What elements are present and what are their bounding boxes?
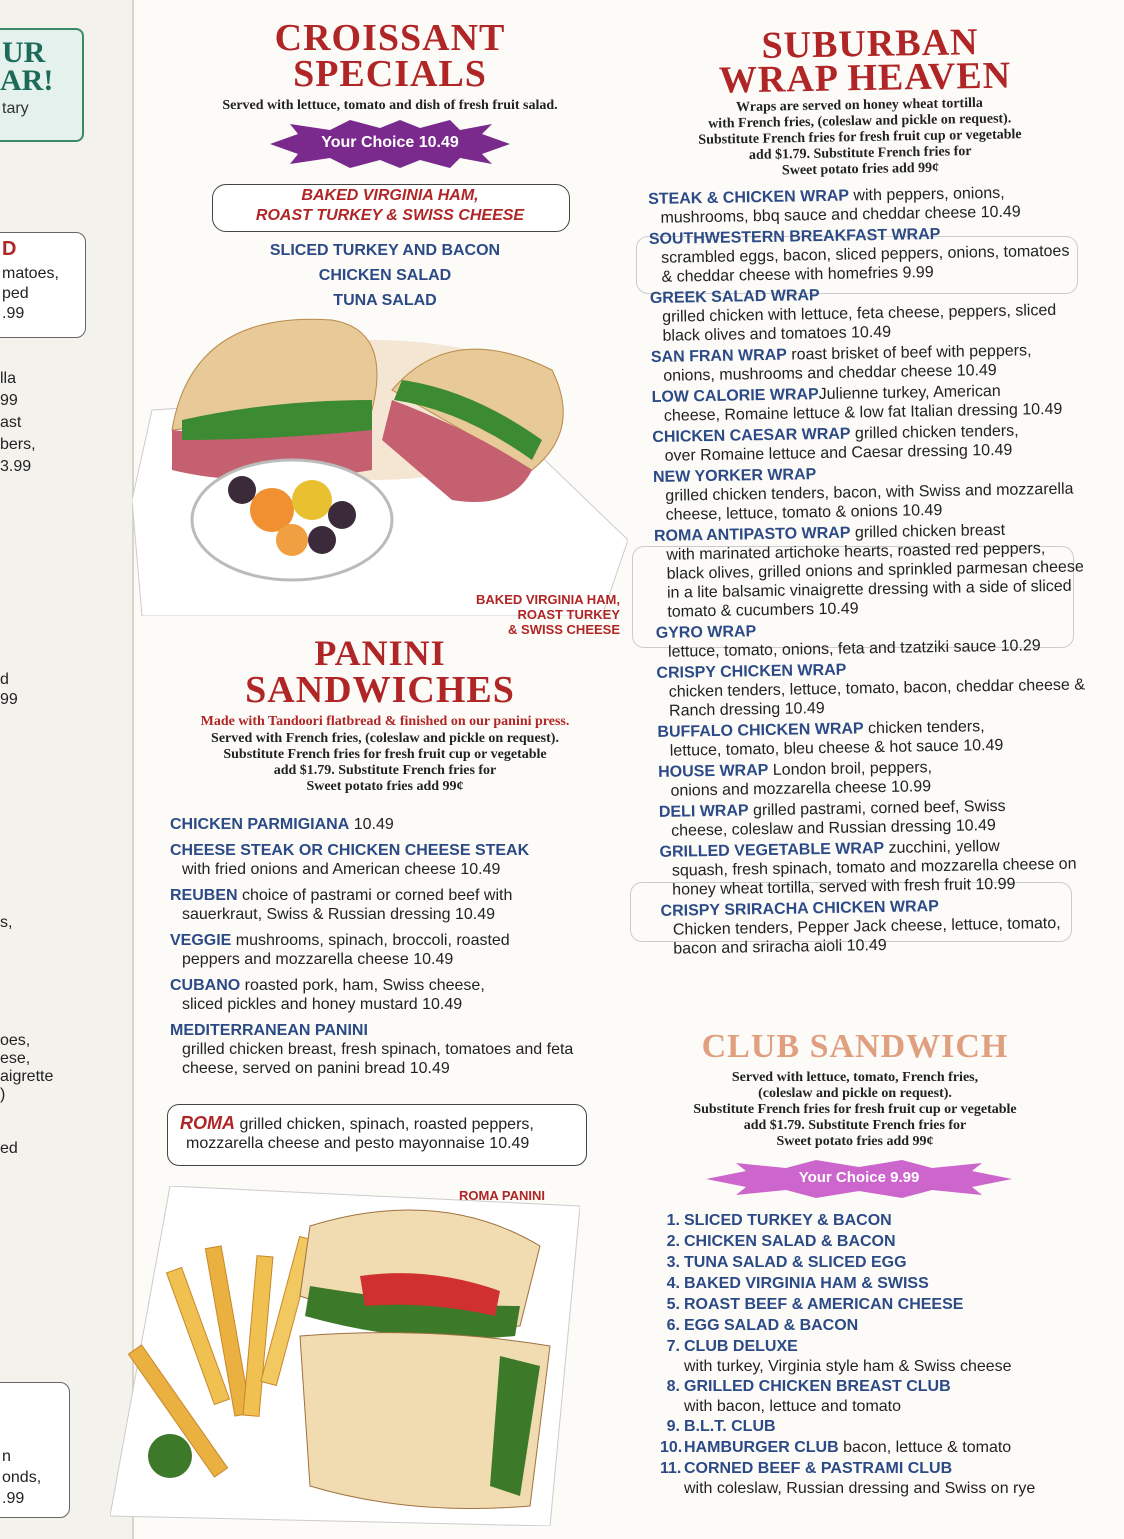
left-fragment: matoes, [2, 265, 59, 282]
club-item-number: 3. [666, 1254, 680, 1271]
croissant-title-1: CROISSANT [274, 17, 506, 59]
club-item-number: 5. [666, 1296, 680, 1313]
club-intro-line: Served with lettuce, tomato, French fries, [731, 1070, 979, 1085]
item-desc: Chicken tenders, Pepper Jack cheese, lettuce, tomato, bacon and sriracha aioli 10.49 [672, 914, 1061, 958]
item-name: CHEESE STEAK OR CHICKEN CHEESE STEAK [170, 842, 530, 859]
left-fragment: n [2, 1448, 11, 1465]
club-item-name: CLUB DELUXE [684, 1338, 798, 1355]
left-fragment: onds, [2, 1469, 42, 1486]
caption-line: & SWISS CHEESE [508, 622, 620, 637]
wrap-item [648, 182, 1079, 227]
wrap-item [659, 835, 1090, 899]
club-item-number: 10. [660, 1439, 683, 1456]
croissant-item: TUNA SALAD [333, 292, 437, 309]
club-item-number: 8. [666, 1378, 680, 1395]
left-fragment: 99 [0, 392, 18, 409]
club-badge-label: Your Choice 9.99 [798, 1169, 920, 1186]
club-item-number: 9. [666, 1418, 680, 1435]
panini-notes [160, 731, 610, 795]
wrap-intro-line: Wraps are served on honey wheat tortilla [735, 95, 983, 116]
item-desc: lettuce, tomato, onions, feta and tzatziki sauce 10.29 [667, 637, 1041, 661]
club-item-name: CHICKEN SALAD & BACON [684, 1233, 896, 1250]
club-intro-line: Sweet potato fries add 99¢ [776, 1134, 934, 1149]
item-desc: choice of pastrami or corned beef with [237, 887, 513, 904]
panini-item-line1 [170, 815, 590, 834]
club-item [660, 1210, 1090, 1231]
left-fragment: .99 [2, 1490, 25, 1507]
club-intro-line: add $1.79. Substitute French fries for [743, 1118, 967, 1133]
wrap-item [658, 755, 1089, 800]
item-name: BUFFALO CHICKEN WRAP [657, 720, 864, 741]
item-desc: scrambled eggs, bacon, sliced peppers, onions, tomatoes & cheddar cheese with homefries 9.99 [661, 242, 1070, 286]
club-item-number: 2. [666, 1233, 680, 1250]
item-desc: lettuce, tomato, bleu cheese & hot sauce 10.49 [669, 736, 1004, 760]
wrap-intro [639, 94, 1080, 182]
item-name: LOW CALORIE WRAP [651, 386, 819, 406]
item-name: SOUTHWESTERN BREAKFAST WRAP [648, 225, 941, 248]
item-desc: London broil, peppers, [768, 759, 933, 779]
club-item-name: EGG SALAD & BACON [684, 1317, 859, 1334]
roma-panini-photo [110, 1186, 580, 1526]
item-desc: cheese, Romaine lettuce & low fat Italian dressing 10.49 [663, 400, 1063, 425]
club-item-name: BAKED VIRGINIA HAM & SWISS [684, 1275, 929, 1292]
panini-note-line: Sweet potato fries add 99¢ [306, 779, 464, 794]
club-item-name: B.L.T. CLUB [684, 1418, 776, 1435]
club-item [660, 1273, 1090, 1294]
item-name: SAN FRAN WRAP [650, 346, 788, 366]
item-desc: sliced pickles and honey mustard 10.49 [182, 996, 463, 1013]
croissant-photo [132, 290, 628, 616]
panini-item-line1 [170, 886, 590, 905]
item-desc: Julienne turkey, American [818, 382, 1001, 404]
wrap-intro-line: Substitute French fries for fresh fruit cup or vegetable [698, 127, 1022, 148]
item-desc: over Romaine lettuce and Caesar dressing 10.49 [664, 441, 1013, 465]
item-name: MEDITERRANEAN PANINI [170, 1022, 368, 1039]
left-fragment: lla [0, 370, 17, 387]
club-item-name: CORNED BEEF & PASTRAMI CLUB [684, 1460, 953, 1477]
club-item-desc: with coleslaw, Russian dressing and Swiss on rye [684, 1480, 1036, 1497]
left-fragments-b [0, 670, 18, 710]
croissant-subtitle: Served with lettuce, tomato and dish of fresh fruit salad. [222, 98, 558, 113]
wrap-item [656, 616, 1087, 661]
left-fragment: ped [2, 285, 29, 302]
left-box-2-text [2, 1446, 41, 1509]
panini-item [170, 841, 590, 879]
left-fragment: oes, [0, 1032, 31, 1049]
item-desc: with fried onions and American cheese 10.49 [182, 861, 501, 878]
left-fragment: ed [0, 1140, 18, 1157]
item-desc: grilled chicken with lettuce, feta cheese, peppers, sliced black olives and tomatoes 10.49 [662, 301, 1057, 345]
item-desc: grilled chicken tenders, [850, 422, 1019, 443]
roma-panini-caption: ROMA PANINI [459, 1188, 545, 1203]
wrap-item [649, 222, 1080, 286]
left-fragments-d [0, 1032, 53, 1104]
croissant-item: SLICED TURKEY AND BACON [269, 242, 501, 259]
left-fragment: aigrette [0, 1068, 54, 1085]
left-fragment: ese, [0, 1050, 31, 1067]
item-name: CUBANO [170, 977, 241, 994]
left-banner-line1: UR [2, 36, 46, 69]
club-item-name: TUNA SALAD & SLICED EGG [684, 1254, 907, 1271]
club-intro [640, 1070, 1070, 1150]
wrap-item [650, 281, 1081, 345]
item-desc: mushrooms, spinach, broccoli, roasted [231, 932, 510, 949]
item-desc: sauerkraut, Swiss & Russian dressing 10.49 [182, 906, 496, 923]
item-desc: squash, fresh spinach, tomato and mozzarella cheese on honey wheat tortilla, served with fresh fruit 10.99 [671, 855, 1077, 899]
panini-item-line1 [170, 976, 590, 995]
left-fragments-e [0, 1140, 18, 1158]
panini-item [170, 886, 590, 924]
left-fragment: d [0, 671, 9, 688]
club-item-desc: with turkey, Virginia style ham & Swiss cheese [684, 1358, 1012, 1375]
wrap-intro-line: Sweet potato fries add 99¢ [781, 160, 940, 179]
croissant-badge-label: Your Choice 10.49 [321, 134, 459, 151]
wrap-item [656, 656, 1087, 720]
panini-item [170, 815, 590, 834]
panini-note-line: Substitute French fries for fresh fruit cup or vegetable [223, 747, 547, 762]
item-name: NEW YORKER WRAP [652, 466, 817, 486]
croissant-item: CHICKEN SALAD [318, 267, 452, 284]
wrap-item [654, 519, 1086, 621]
club-item-name: HAMBURGER CLUB [684, 1439, 839, 1456]
panini-item [170, 1021, 590, 1078]
panini-note-line: Served with French fries, (coleslaw and pickle on request). [211, 731, 559, 746]
panini-title-2: SANDWICHES [245, 669, 515, 711]
club-item-number: 1. [666, 1212, 680, 1229]
item-desc: with marinated artichoke hearts, roasted red peppers, black olives, grilled onions and sprinkled parmesan cheese in a lite balsamic vinaigrette dressing with a side of sliced tomato & cucumbers 10.49 [666, 540, 1084, 621]
club-item-name: SLICED TURKEY & BACON [684, 1212, 892, 1229]
club-item-name: ROAST BEEF & AMERICAN CHEESE [684, 1296, 964, 1313]
croissant-photo-caption [430, 592, 620, 637]
club-item-name: GRILLED CHICKEN BREAST CLUB [684, 1378, 951, 1395]
roma-name: ROMA [180, 1113, 235, 1133]
club-item-number: 4. [666, 1275, 680, 1292]
panini-note-red: Made with Tandoori flatbread & finished on our panini press. [200, 714, 570, 729]
club-item [660, 1416, 1090, 1437]
wrap-intro-line: add $1.79. Substitute French fries for [748, 144, 972, 163]
item-name: CRISPY SRIRACHA CHICKEN WRAP [660, 898, 939, 920]
item-desc: onions and mozzarella cheese 10.99 [670, 778, 932, 800]
item-desc: 10.49 [349, 816, 394, 833]
item-desc: chicken tenders, [863, 718, 985, 738]
wrap-item [659, 795, 1090, 840]
roma-line2: mozzarella cheese and pesto mayonnaise 10.49 [186, 1135, 530, 1152]
roma-desc1: grilled chicken, spinach, roasted peppers, [235, 1116, 534, 1133]
club-item-number: 6. [666, 1317, 680, 1334]
panini-note-line: add $1.79. Substitute French fries for [273, 763, 497, 778]
club-item [660, 1376, 1090, 1397]
club-item-desc: with bacon, lettuce and tomato [684, 1398, 902, 1415]
item-desc: chicken tenders, lettuce, tomato, bacon, cheddar cheese & Ranch dressing 10.49 [668, 676, 1086, 720]
item-desc: grilled pastrami, corned beef, Swiss [748, 797, 1006, 820]
left-box-1-title: D [2, 238, 17, 260]
club-item [660, 1458, 1090, 1479]
left-fragment: 99 [0, 691, 18, 708]
item-name: ROMA ANTIPASTO WRAP [653, 524, 851, 545]
item-desc: grilled chicken tenders, bacon, with Swiss and mozzarella cheese, lettuce, tomato & onions 10.49 [665, 480, 1074, 524]
item-name: VEGGIE [170, 932, 232, 949]
item-name: CHICKEN CAESAR WRAP [652, 425, 851, 446]
wrap-title-2: WRAP HEAVEN [718, 54, 1012, 102]
panini-item-line1 [170, 1021, 590, 1040]
item-desc: onions, mushrooms and cheddar cheese 10.49 [663, 361, 997, 385]
item-name: GYRO WRAP [655, 623, 757, 642]
club-item-number: 11. [660, 1460, 682, 1477]
club-intro-line: (coleslaw and pickle on request). [758, 1086, 952, 1101]
item-name: GREEK SALAD WRAP [649, 287, 820, 307]
roma-line1 [180, 1114, 534, 1134]
caption-line: BAKED VIRGINIA HAM, [476, 592, 620, 607]
wrap-item [651, 340, 1082, 385]
left-fragment: ast [0, 414, 22, 431]
item-name: CHICKEN PARMIGIANA [170, 816, 350, 833]
item-desc: peppers and mozzarella cheese 10.49 [182, 951, 454, 968]
item-name: CRISPY CHICKEN WRAP [656, 661, 847, 682]
club-title: CLUB SANDWICH [701, 1028, 1009, 1065]
left-fragment: 3.99 [0, 458, 32, 475]
wrap-title-1: SUBURBAN [761, 21, 979, 67]
croissant-boxed-line2: ROAST TURKEY & SWISS CHEESE [255, 207, 525, 224]
left-fragment: .99 [2, 305, 25, 322]
left-banner-line3: tary [2, 100, 29, 117]
item-name: HOUSE WRAP [658, 761, 769, 781]
item-name: GRILLED VEGETABLE WRAP [659, 839, 885, 861]
club-intro-line: Substitute French fries for fresh fruit cup or vegetable [693, 1102, 1017, 1117]
wrap-item [653, 460, 1084, 524]
item-name: REUBEN [170, 887, 238, 904]
item-desc: grilled chicken breast [850, 521, 1006, 542]
club-item [660, 1437, 1090, 1458]
wrap-intro-line: with French fries, (coleslaw and pickle on request). [708, 111, 1012, 132]
club-item [660, 1294, 1090, 1315]
item-desc: roast brisket of beef with peppers, [786, 342, 1032, 364]
item-desc: with peppers, onions, [848, 184, 1005, 205]
croissant-title-2: SPECIALS [293, 53, 487, 95]
left-box-1-text [2, 264, 59, 324]
panini-item [170, 931, 590, 969]
left-fragment: ) [0, 1086, 6, 1103]
wrap-item-list [648, 182, 1091, 960]
item-desc: zucchini, yellow [883, 837, 1000, 857]
left-fragment: bers, [0, 436, 36, 453]
club-item [660, 1231, 1090, 1252]
left-fragment: s, [0, 914, 13, 931]
left-fragments-c [0, 913, 12, 933]
wrap-item [651, 380, 1082, 425]
item-desc: grilled chicken breast, fresh spinach, tomatoes and feta cheese, served on panini bread 10.49 [182, 1041, 574, 1077]
club-item-desc: bacon, lettuce & tomato [838, 1439, 1012, 1456]
club-item-number: 7. [666, 1338, 680, 1355]
croissant-boxed-line1: BAKED VIRGINIA HAM, [301, 187, 479, 204]
club-item-list [660, 1210, 1090, 1498]
left-banner-line2: AR! [0, 64, 54, 97]
item-desc: roasted pork, ham, Swiss cheese, [240, 977, 485, 994]
item-name: DELI WRAP [658, 802, 749, 821]
caption-line: ROAST TURKEY [517, 607, 620, 622]
club-item [660, 1252, 1090, 1273]
item-desc: cheese, coleslaw and Russian dressing 10.49 [671, 817, 996, 840]
club-item [660, 1336, 1090, 1357]
panini-item-line1 [170, 931, 590, 950]
panini-title-1: PANINI [314, 633, 446, 673]
left-fragments-a [0, 368, 36, 478]
item-desc: mushrooms, bbq sauce and cheddar cheese 10.49 [660, 203, 1021, 227]
panini-item-list [170, 815, 590, 1085]
wrap-item [652, 420, 1083, 465]
item-name: STEAK & CHICKEN WRAP [648, 187, 850, 208]
wrap-item [657, 715, 1088, 760]
panini-item [170, 976, 590, 1014]
club-item [660, 1315, 1090, 1336]
wrap-item [660, 894, 1091, 958]
panini-item-line1 [170, 841, 590, 860]
